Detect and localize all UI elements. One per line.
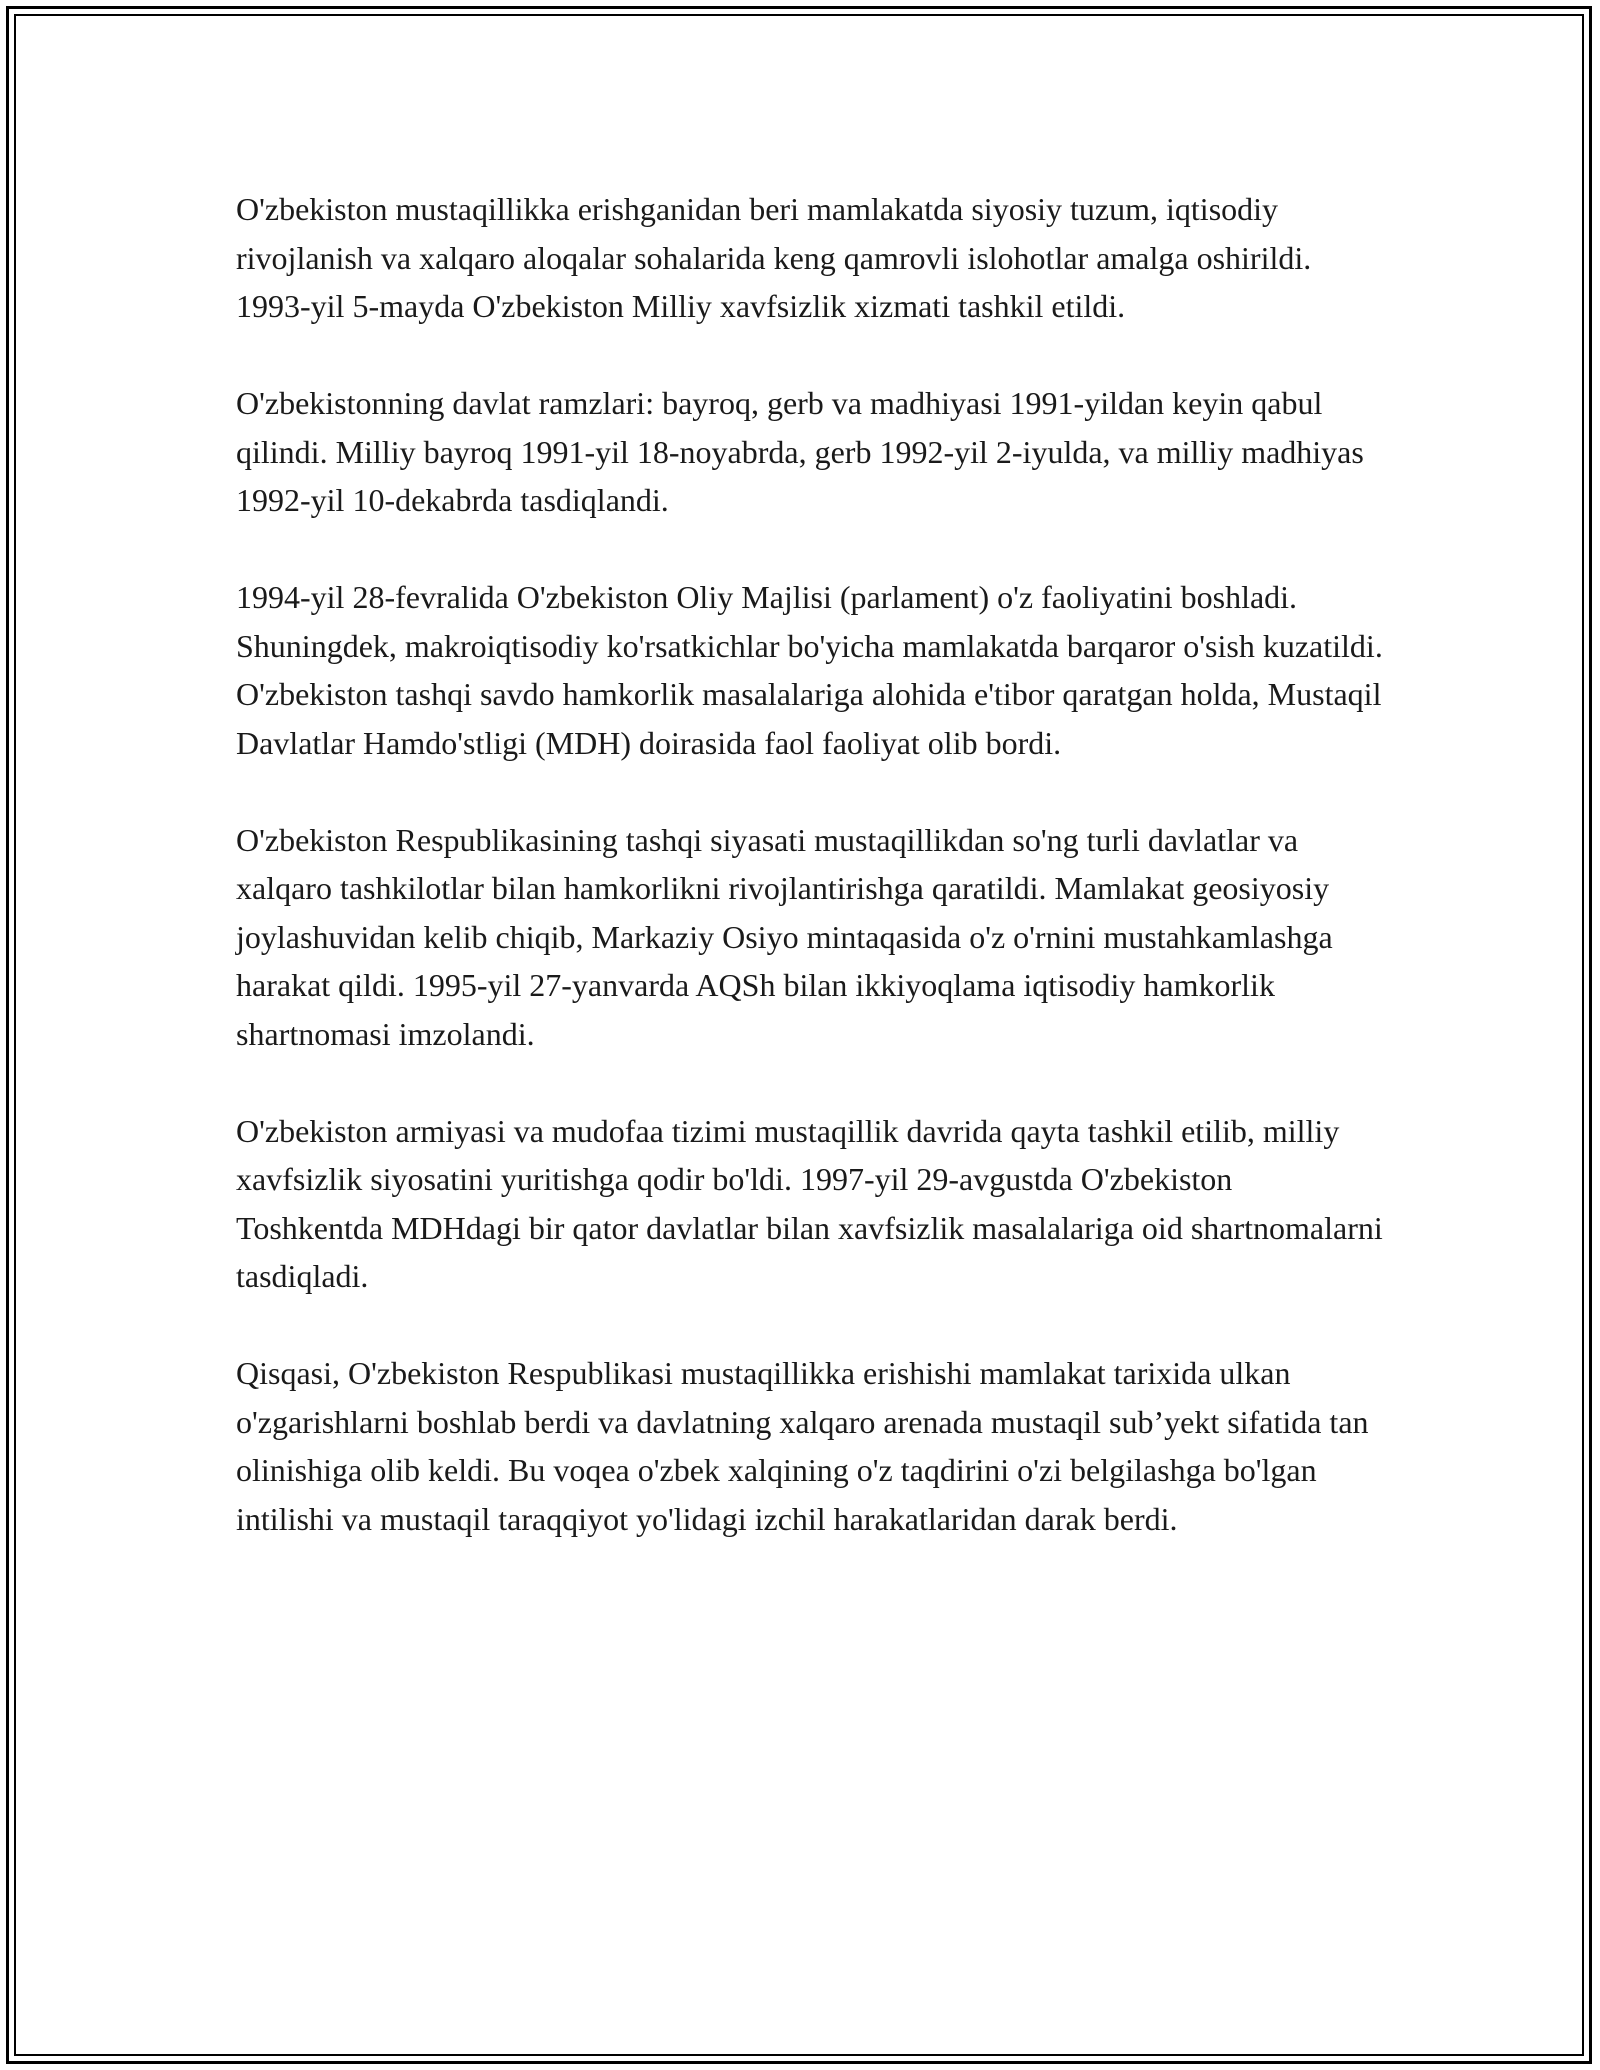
- document-body: [236, 185, 1386, 1592]
- paragraph-1: O'zbekiston mustaqillikka erishganidan beri mamlakatda siyosiy tuzum, iqtisodiy rivojlanish va xalqaro aloqalar sohalarida keng qamrovli islohotlar amalga oshirildi. 1993-yil 5-mayda O'zbekiston Milliy xavfsizlik xizmati tashkil etildi.: [236, 191, 1312, 324]
- paragraph-6: Qisqasi, O'zbekiston Respublikasi mustaqillikka erishishi mamlakat tarixida ulkan o'zgarishlarni boshlab berdi va davlatning xalqaro arenada mustaqil sub’yekt sifatida tan olinishiga olib keldi. Bu voqea o'zbek xalqining o'z taqdirini o'zi belgilashga bo'lgan intilishi va mustaqil taraqqiyot yo'lidagi izchil harakatlaridan darak berdi.: [236, 1355, 1369, 1537]
- paragraph-3: 1994-yil 28-fevralida O'zbekiston Oliy Majlisi (parlament) o'z faoliyatini boshladi. Shuningdek, makroiqtisodiy ko'rsatkichlar bo'yicha mamlakatda barqaror o'sish kuzatildi. O'zbekiston tashqi savdo hamkorlik masalalariga alohida e'tibor qaratgan holda, Mustaqil Davlatlar Hamdo'stligi (MDH) doirasida faol faoliyat olib bordi.: [236, 579, 1383, 761]
- paragraph-4: O'zbekiston Respublikasining tashqi siyasati mustaqillikdan so'ng turli davlatlar va xalqaro tashkilotlar bilan hamkorlikni rivojlantirishga qaratildi. Mamlakat geosiyosiy joylashuvidan kelib chiqib, Markaziy Osiyo mintaqasida o'z o'rnini mustahkamlashga harakat qildi. 1995-yil 27-yanvarda AQSh bilan ikkiyoqlama iqtisodiy hamkorlik shartnomasi imzolandi.: [236, 821, 1333, 1052]
- paragraph-2: O'zbekistonning davlat ramzlari: bayroq, gerb va madhiyasi 1991-yildan keyin qabul qilindi. Milliy bayroq 1991-yil 18-noyabrda, gerb 1992-yil 2-iyulda, va milliy madhiyas 1992-yil 10-dekabrda tasdiqlandi.: [236, 385, 1364, 518]
- paragraph-5: O'zbekiston armiyasi va mudofaa tizimi mustaqillik davrida qayta tashkil etilib, milliy xavfsizlik siyosatini yuritishga qodir bo'ldi. 1997-yil 29-avgustda O'zbekiston Toshkentda MDHdagi bir qator davlatlar bilan xavfsizlik masalalariga oid shartnomalarni tasdiqladi.: [236, 1112, 1383, 1294]
